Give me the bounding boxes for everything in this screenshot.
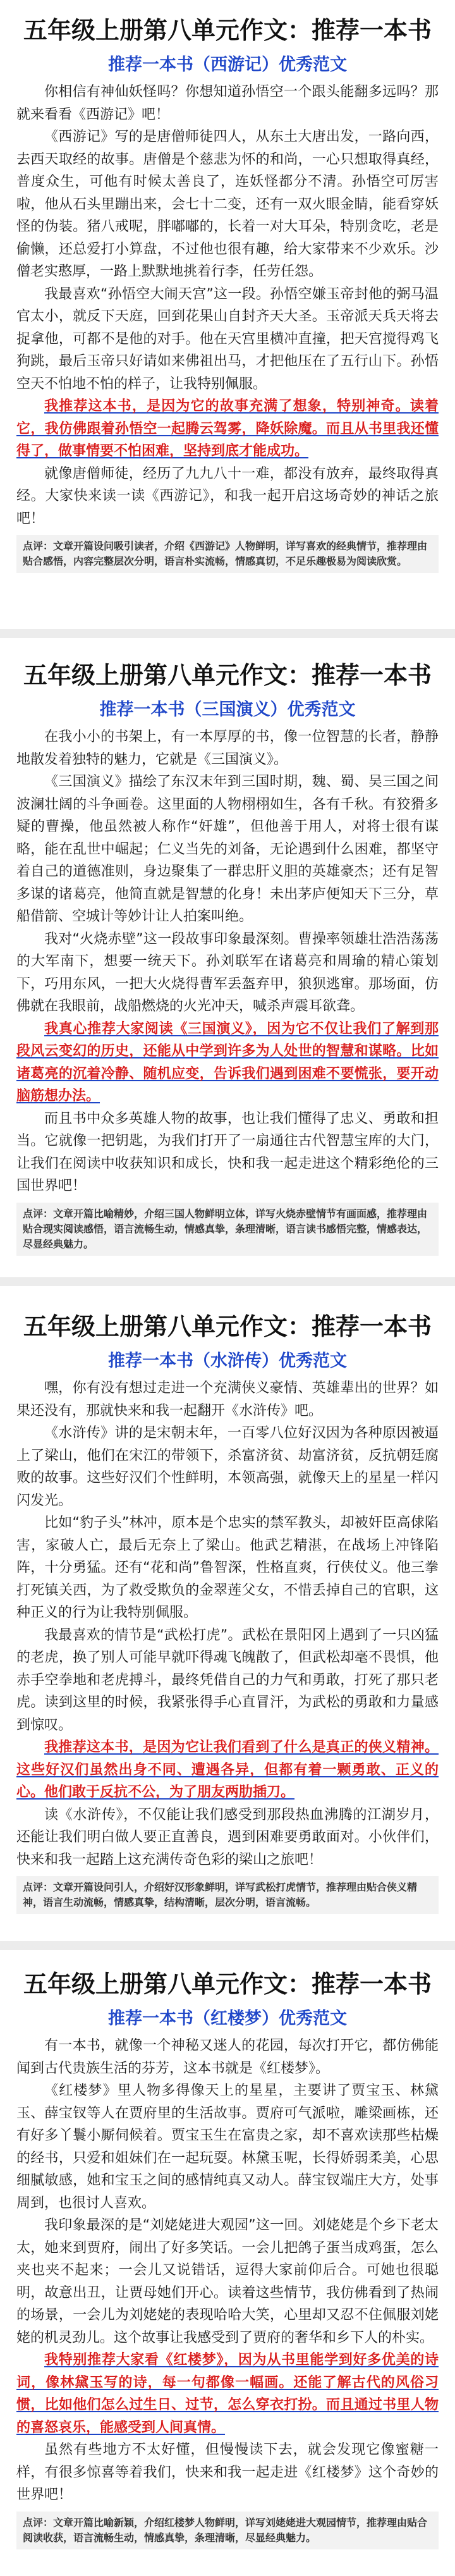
article-shuihu: [0, 1309, 455, 1914]
highlighted-paragraph: 我推荐这本书，是因为它让我们看到了什么是真正的侠义精神。这些好汉们虽然出身不同、遭遇各异，但都有着一颗勇敢、正义的心。他们敢于反抗不公，为了朋友两肋插刀。: [16, 1739, 439, 1800]
article-sanguo: [0, 658, 455, 1256]
paragraph: 《红楼梦》里人物多得像天上的星星，主要讲了贾宝玉、林黛玉、薛宝钗等人在贾府里的生活故事。贾府可气派啦，雕梁画栋，还有好多丫鬟小厮伺候着。贾宝玉生在富贵之家，却不喜欢读那些枯燥的经书，只爱和姐妹们在一起玩耍。林黛玉呢，长得娇弱柔美，心思细腻敏感，她和宝玉之间的感情纯真又动人。薛宝钗端庄大方，处事周到，也很讨人喜欢。: [16, 2083, 439, 2211]
paragraph: 我对“火烧赤壁”这一段故事印象最深刻。曹操率领雄壮浩浩荡荡的大军南下，想要一统天下。孙刘联军在诸葛亮和周瑜的精心策划下，巧用东风，一把大火烧得曹军丢盔弃甲，狼狈逃窜。那场面，仿佛就在我眼前，战船燃烧的火光冲天，喊杀声震耳欲聋。: [16, 931, 439, 1014]
paragraph: 我最喜欢“孙悟空大闹天宫”这一段。孙悟空嫌玉帝封他的弼马温官太小，就反下天庭，回到花果山自封齐天大圣。玉帝派天兵天将去捉拿他，可都不是他的对手。他在天宫里横冲直撞，把天宫搅得鸡飞狗跳，最后玉帝只好请如来佛祖出马，才把他压在了五行山下。孙悟空天不怕地不怕的样子，让我特别佩服。: [16, 286, 439, 392]
paragraph: 《三国演义》描绘了东汉末年到三国时期，魏、蜀、吴三国之间波澜壮阔的斗争画卷。这里面的人物栩栩如生，各有千秋。有狡猾多疑的曹操，他虽然被人称作“奸雄”，但他善于用人，对将士很有谋略，能在乱世中崛起；仁义当先的刘备，无论遇到什么困难，都坚守着自己的道德准则，身边聚集了一群忠肝义胆的英雄豪杰；还有足智多谋的诸葛亮，他简直就是智慧的化身！未出茅庐便知天下三分，草船借箭、空城计等妙计让人拍案叫绝。: [16, 774, 439, 924]
article-subtitle: 推荐一本书（水浒传）优秀范文: [108, 1351, 347, 1371]
article-subtitle: 推荐一本书（西游记）优秀范文: [108, 55, 347, 75]
paragraph: 就像唐僧师徒，经历了九九八十一难，都没有放弃，最终取得真经。大家快来读一读《西游记》，和我一起开启这场奇妙的神话之旅吧！: [16, 465, 439, 527]
highlighted-paragraph: 我真心推荐大家阅读《三国演义》，因为它不仅让我们了解到那段风云变幻的历史，还能从中学到许多为人处世的智慧和谋略。比如诸葛亮的沉着冷静、随机应变，告诉我们遇到困难不要慌张，要开动脑筋想办法。: [16, 1021, 439, 1104]
paragraph: 在我小小的书架上，有一本厚厚的书，像一位智慧的长者，静静地散发着独特的魅力，它就是《三国演义》。: [16, 729, 439, 768]
paragraph: 我最喜欢的情节是“武松打虎”。武松在景阳冈上遇到了一只凶猛的老虎，换了别人可能早就吓得魂飞魄散了，但武松却毫不畏惧，他赤手空拳地和老虎搏斗，最终凭借自己的力气和勇敢，打死了那只老虎。读到这里的时候，我紧张得手心直冒汗，为武松的勇敢和力量感到惊叹。: [16, 1627, 439, 1733]
comment-box: 点评：文章开篇设问引人，介绍好汉形象鲜明，详写武松打虎情节，推荐理由贴合侠义精神，语言生动流畅，情感真挚，结构清晰，层次分明，语言流畅。: [16, 1876, 439, 1914]
paragraph: 嘿，你有没有想过走进一个充满侠义豪情、英雄辈出的世界？如果还没有，那就快来和我一起翻开《水浒传》吧。: [16, 1380, 439, 1419]
paragraph: 《西游记》写的是唐僧师徒四人，从东土大唐出发，一路向西，去西天取经的故事。唐僧是个慈悲为怀的和尚，一心只想取得真经，普度众生，可他有时候太善良了，连妖怪都分不清。孙悟空可厉害啦，他从石头里蹦出来，会七十二变，还有一双火眼金睛，能看穿妖怪的伪装。猪八戒呢，胖嘟嘟的，长着一对大耳朵，特别贪吃，老是偷懒，还总爱打小算盘，不过他也很有趣，给大家带来不少欢乐。沙僧老实憨厚，一路上默默地挑着行李，任劳任怨。: [16, 129, 439, 279]
paragraph: 读《水浒传》，不仅能让我们感受到那段热血沸腾的江湖岁月，还能让我们明白做人要正直善良，遇到困难要勇敢面对。小伙伴们，快来和我一起踏上这充满传奇色彩的梁山之旅吧！: [16, 1806, 439, 1868]
article-subtitle: 推荐一本书（红楼梦）优秀范文: [108, 2009, 347, 2028]
section-separator: [0, 629, 455, 638]
paragraph: 我印象最深的是“刘姥姥进大观园”这一回。刘姥姥是个乡下老太太，她来到贾府，闹出了好多笑话。一会儿把鸽子蛋当成鸡蛋，怎么夹也夹不起来；一会儿又说错话，逗得大家前仰后合。可她也很聪明，故意出丑，让贾母她们开心。读着这些情节，我仿佛看到了热闹的场景，一会儿为刘姥姥的表现哈哈大笑，心里却又忍不住佩服刘姥姥的机灵劲儿。这个故事让我感受到了贾府的奢华和乡下人的朴实。: [16, 2217, 439, 2346]
article-title: 五年级上册第八单元作文：推荐一本书: [23, 661, 432, 689]
paragraph: 虽然有些地方不太好懂，但慢慢读下去，就会发现它像蜜糖一样，有很多惊喜等着我们，快来和我一起走进《红楼梦》这个奇妙的世界吧！: [16, 2442, 439, 2503]
article-title: 五年级上册第八单元作文：推荐一本书: [23, 1313, 432, 1340]
article-title: 五年级上册第八单元作文：推荐一本书: [23, 1970, 432, 1998]
paragraph: 比如“豹子头”林冲，原本是个忠实的禁军教头，却被奸臣高俅陷害，家破人亡，最后无奈上了梁山。他武艺精湛，在战场上冲锋陷阵，十分勇猛。还有“花和尚”鲁智深，性格直爽，行侠仗义。他三拳打死镇关西，为了救受欺负的金翠莲父女，不惜丢掉自己的官职，这种正义的行为让我特别佩服。: [16, 1515, 439, 1621]
article-title: 五年级上册第八单元作文：推荐一本书: [23, 16, 432, 44]
paragraph: 《水浒传》讲的是宋朝末年，一百零八位好汉因为各种原因被逼上了梁山，他们在宋江的带领下，杀富济贫、劫富济贫，反抗朝廷腐败的故事。这些好汉们个性鲜明，本领高强，就像天上的星星一样闪闪发光。: [16, 1425, 439, 1509]
highlighted-paragraph: 我特别推荐大家看《红楼梦》，因为从书里能学到好多优美的诗词，像林黛玉写的诗，每一句都像一幅画。还能了解古代的风俗习惯，比如他们怎么过生日、过节，怎么穿衣打扮。而且通过书里人物的喜怒哀乐，能感受到人间真情。: [16, 2352, 439, 2436]
highlighted-paragraph: 我推荐这本书，是因为它的故事充满了想象，特别神奇。读着它，我仿佛跟着孙悟空一起腾云驾雾，降妖除魔。而且从书里我还懂得了，做事情要不怕困难，坚持到底才能成功。: [16, 398, 439, 459]
paragraph: 有一本书，就像一个神秘又迷人的花园，每次打开它，都仿佛能闻到古代贵族生活的芬芳，这本书就是《红楼梦》。: [16, 2038, 439, 2076]
article-subtitle: 推荐一本书（三国演义）优秀范文: [99, 700, 356, 720]
paragraph: 而且书中众多英雄人物的故事，也让我们懂得了忠义、勇敢和担当。它就像一把钥匙，为我们打开了一扇通往古代智慧宝库的大门，让我们在阅读中收获知识和成长，快和我一起走进这个精彩绝伦的三国世界吧！: [16, 1110, 439, 1194]
article-honglou: [0, 1966, 455, 2549]
section-separator: [0, 1277, 455, 1286]
comment-box: 点评：文章开篇设问吸引读者，介绍《西游记》人物鲜明，详写喜欢的经典情节，推荐理由贴合感悟，内容完整层次分明，语言朴实流畅，情感真切，不足乐趣极易为阅读欣赏。: [16, 535, 439, 573]
section-separator: [0, 1941, 455, 1950]
article-xiyouji: [0, 13, 455, 573]
paragraph: 你相信有神仙妖怪吗？你想知道孙悟空一个跟头能翻多远吗？那就来看看《西游记》吧！: [16, 84, 439, 123]
comment-box: 点评：文章开篇比喻新颖，介绍红楼梦人物鲜明，详写刘姥姥进大观园情节，推荐理由贴合阅读收获，语言流畅生动，情感真挚，条理清晰，尽显经典魅力。: [16, 2512, 439, 2549]
comment-box: 点评：文章开篇比喻精妙，介绍三国人物鲜明立体，详写火烧赤壁情节有画面感，推荐理由贴合现实阅读感悟，语言流畅生动，情感真挚，条理清晰，语言读书感悟完整，情感表达，尽显经典魅力。: [16, 1203, 439, 1256]
